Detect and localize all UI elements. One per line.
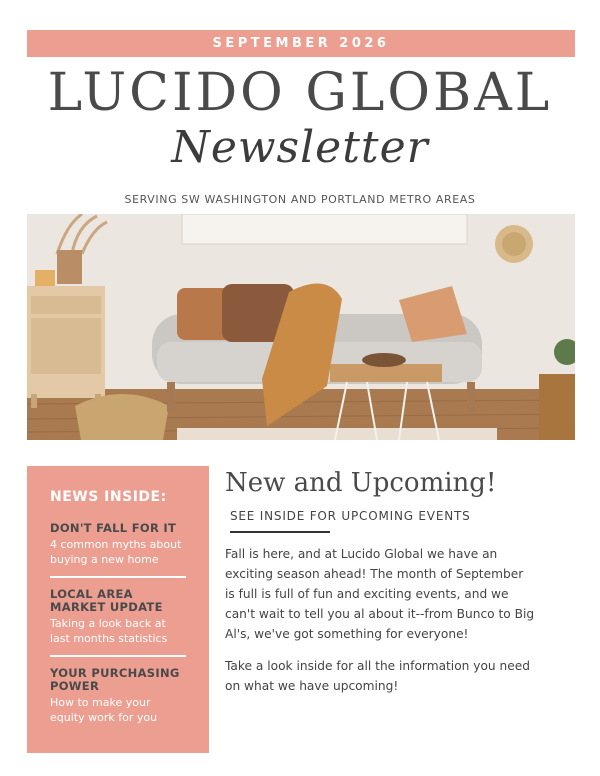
sidebar-item-heading: LOCAL AREA MARKET UPDATE	[50, 587, 163, 614]
sidebar-item-description: 4 common myths about buying a new home	[50, 538, 182, 566]
news-inside-sidebar	[27, 466, 209, 753]
company-name: LUCIDO GLOBAL	[47, 63, 553, 123]
newsletter-script-title: Newsletter	[171, 122, 429, 173]
article-subtitle: SEE INSIDE FOR UPCOMING EVENTS	[230, 509, 471, 523]
sidebar-item	[50, 667, 186, 734]
article-body	[225, 544, 535, 708]
sidebar-title: NEWS INSIDE:	[50, 489, 167, 505]
article-paragraph: Fall is here, and at Lucido Global we have an exciting season ahead! The month of September is full is full of fun and exciting events, and we can't wait to tell you al about it--from Bunco to Big Al's, we've got something for everyone!	[225, 547, 535, 641]
living-room-photo	[27, 214, 575, 440]
article-title: New and Upcoming!	[225, 468, 497, 498]
article-paragraph: Take a look inside for all the information you need on what we have upcoming!	[225, 659, 530, 693]
sidebar-item-heading: YOUR PURCHASING POWER	[50, 666, 180, 693]
sidebar-item-heading: DON'T FALL FOR IT	[50, 521, 177, 535]
sidebar-item-description: Taking a look back at last months statistics	[50, 617, 168, 645]
sidebar-item-description: How to make your equity work for you	[50, 696, 158, 724]
sidebar-item	[50, 522, 186, 578]
date-banner: SEPTEMBER 2026	[27, 30, 575, 57]
service-area-tagline: SERVING SW WASHINGTON AND PORTLAND METRO AREAS	[124, 193, 476, 206]
sidebar-item	[50, 588, 186, 657]
subtitle-divider	[230, 531, 330, 533]
